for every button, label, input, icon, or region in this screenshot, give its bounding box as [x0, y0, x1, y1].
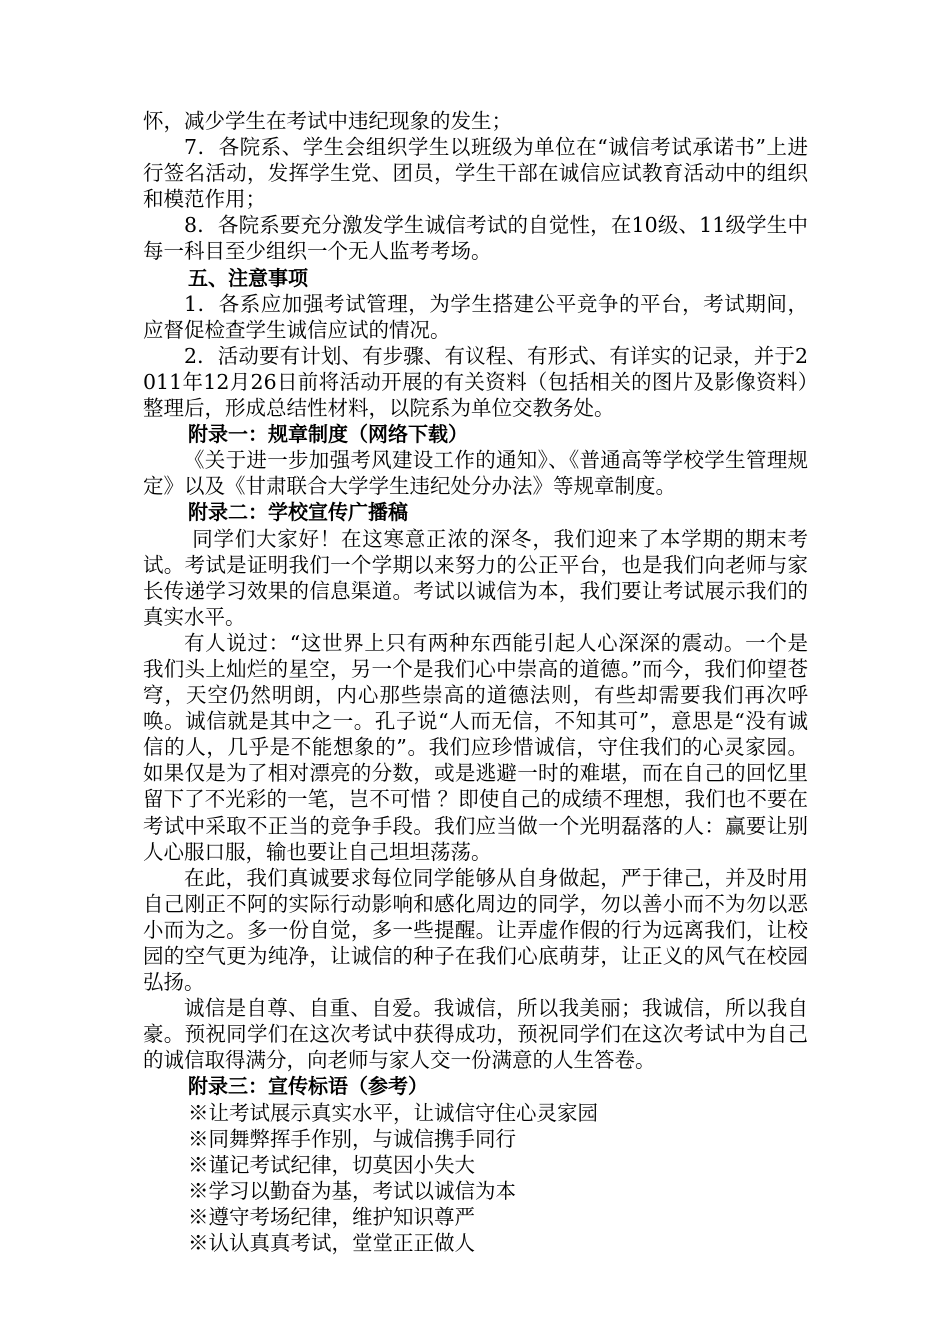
document-page [143, 108, 808, 1256]
speech-paragraph-4: 诚信是自尊、自重、自爱。我诚信，所以我美丽；我诚信，所以我自豪。预祝同学们在这次考试中获得成功，预祝同学们在这次考试中为自己的诚信取得满分，向老师与家人交一份满意的人生答卷。 [143, 996, 808, 1073]
slogan-item: ※遵守考场纪律，维护知识尊严 [188, 1204, 475, 1229]
note-2: 2．活动要有计划、有步骤、有议程、有形式、有详实的记录，并于2011年12月26日前将活动开展的有关资料（包括相关的图片及影像资料）整理后，形成总结性材料，以院系为单位交教务处。 [143, 343, 808, 421]
slogan-item: ※谨记考试纪律，切莫因小失大 [188, 1152, 475, 1177]
note-1: 1．各系应加强考试管理，为学生搭建公平竞争的平台，考试期间，应督促检查学生诚信应试的情况。 [143, 291, 808, 342]
slogan-item: ※学习以勤奋为基，考试以诚信为本 [188, 1178, 516, 1203]
speech-paragraph-3: 在此，我们真诚要求每位同学能够从自身做起，严于律己，并及时用自己刚正不阿的实际行动影响和感化周边的同学，勿以善小而不为勿以恶小而为之。多一份自觉，多一些提醒。让弄虚作假的行为远离我们，让校园的空气更为纯净，让诚信的种子在我们心底萌芽，让正义的风气在校园弘扬。 [143, 865, 808, 995]
appendix-1-text: 《关于进一步加强考风建设工作的通知》、《普通高等学校学生管理规定》以及《甘肃联合大学学生违纪处分办法》等规章制度。 [143, 448, 808, 499]
slogan-item: ※同舞弊挥手作别，与诚信携手同行 [188, 1126, 516, 1151]
appendix-1-title: 附录一：规章制度（网络下载） [188, 422, 468, 447]
speech-paragraph-2: 有人说过：“这世界上只有两种东西能引起人心深深的震动。一个是我们头上灿烂的星空，另一个是我们心中崇高的道德。”而今，我们仰望苍穹，天空仍然明朗，内心那些崇高的道德法则，有些却需要我们再次呼唤。诚信就是其中之一。孔子说“人而无信，不知其可”，意思是“没有诚信的人，几乎是不能想象的”。我们应珍惜诚信，守住我们的心灵家园。如果仅是为了相对漂亮的分数，或是逃避一时的难堪，而在自己的回忆里留下了不光彩的一笔，岂不可惜 ？即使自己的成绩不理想，我们也不要在考试中采取不正当的竞争手段。我们应当做一个光明磊落的人：赢要让别人心服口服，输也要让自己坦坦荡荡。 [143, 630, 808, 864]
appendix-3-title: 附录三：宣传标语（参考） [188, 1074, 428, 1099]
slogan-item: ※让考试展示真实水平，让诚信守住心灵家园 [188, 1100, 598, 1125]
item-8: 8．各院系要充分激发学生诚信考试的自觉性，在10级、11级学生中每一科目至少组织一个无人监考考场。 [143, 213, 808, 264]
speech-paragraph-1: 同学们大家好！在这寒意正浓的深冬，我们迎来了本学期的期末考试。考试是证明我们一个学期以来努力的公正平台，也是我们向老师与家长传递学习效果的信息渠道。考试以诚信为本，我们要让考试展示我们的真实水平。 [143, 526, 808, 629]
slogan-item: ※认认真真考试，堂堂正正做人 [188, 1231, 475, 1256]
paragraph-continued: 怀，减少学生在考试中违纪现象的发生； [143, 109, 512, 133]
appendix-2-title: 附录二：学校宣传广播稿 [188, 500, 408, 525]
item-7: 7．各院系、学生会组织学生以班级为单位在“诚信考试承诺书”上进行签名活动，发挥学生党、团员，学生干部在诚信应试教育活动中的组织和模范作用； [143, 135, 808, 212]
section-heading-notes: 五、注意事项 [188, 265, 308, 290]
